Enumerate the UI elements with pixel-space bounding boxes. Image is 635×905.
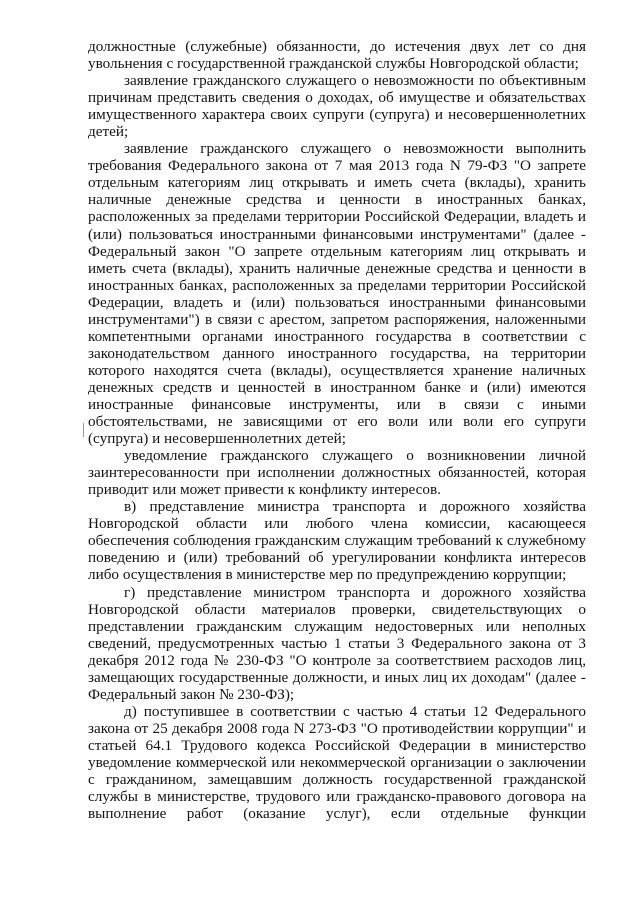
paragraph-income-statement: заявление гражданского служащего о невозможности по объективным причинам представить сведения о доходах, об имуществе и обязательствах имущественного характера своих супруги (супруга) и несовершеннолетних детей;: [88, 72, 586, 141]
document-body: [88, 38, 586, 822]
paragraph-item-d: д) поступившее в соответствии с частью 4 статьи 12 Федерального закона от 25 декабря 2008 года N 273-ФЗ "О противодействии коррупции" и статьей 64.1 Трудового кодекса Российской Федерации в министерство уведомление коммерческой или некоммерческой организации о заключении с гражданином, замещавшим должность государственной гражданской службы в министерстве, трудового или гражданско-правового договора на выполнение работ (оказание услуг), если отдельные функции: [88, 702, 586, 823]
paragraph-item-v: в) представление министра транспорта и дорожного хозяйства Новгородской области или любого члена комиссии, касающееся обеспечения соблюдения гражданским служащим требований к служебному поведению и (или) требований об урегулировании конфликта интересов либо осуществления в министерстве мер по предупреждению коррупции;: [88, 498, 586, 584]
paragraph-continuation: должностные (служебные) обязанности, до истечения двух лет со дня увольнения с государственной гражданской службы Новгородской области;: [88, 38, 586, 73]
margin-mark: [83, 423, 84, 437]
paragraph-item-g: г) представление министром транспорта и дорожного хозяйства Новгородской области материалов проверки, свидетельствующих о представлении гражданским служащим недостоверных или неполных сведений, предусмотренных частью 1 статьи 3 Федерального закона от 3 декабря 2012 года № 230-ФЗ "О контроле за соответствием расходов лиц, замещающих государственные должности, и иных лиц их доходам" (далее - Федеральный закон № 230-ФЗ);: [88, 583, 586, 703]
paragraph-foreign-accounts-statement: заявление гражданского служащего о невозможности выполнить требования Федерального закона от 7 мая 2013 года N 79-ФЗ "О запрете отдельным категориям лиц открывать и иметь счета (вклады), хранить наличные денежные средства и ценности в иностранных банках, расположенных за пределами территории Российской Федерации, владеть и (или) пользоваться иностранными финансовыми инструментами" (далее - Федеральный закон "О запрете отдельным категориям лиц открывать и иметь счета (вклады), хранить наличные денежные средства и ценности в иностранных банках, расположенных за пределами территории Российской Федерации, владеть и (или) пользоваться иностранными финансовыми инструментами") в связи с арестом, запретом распоряжения, наложенными компетентными органами иностранного государства в соответствии с законодательством данного иностранного государства, на территории которого находятся счета (вклады), осуществляется хранение наличных денежных средств и ценностей в иностранном банке и (или) имеются иностранные финансовые инструменты, или в связи с иными обстоятельствами, не зависящими от его воли или воли его супруги (супруга) и несовершеннолетних детей;: [88, 140, 586, 448]
paragraph-conflict-notice: уведомление гражданского служащего о возникновении личной заинтересованности при исполнении должностных обязанностей, которая приводит или может привести к конфликту интересов.: [88, 447, 586, 499]
